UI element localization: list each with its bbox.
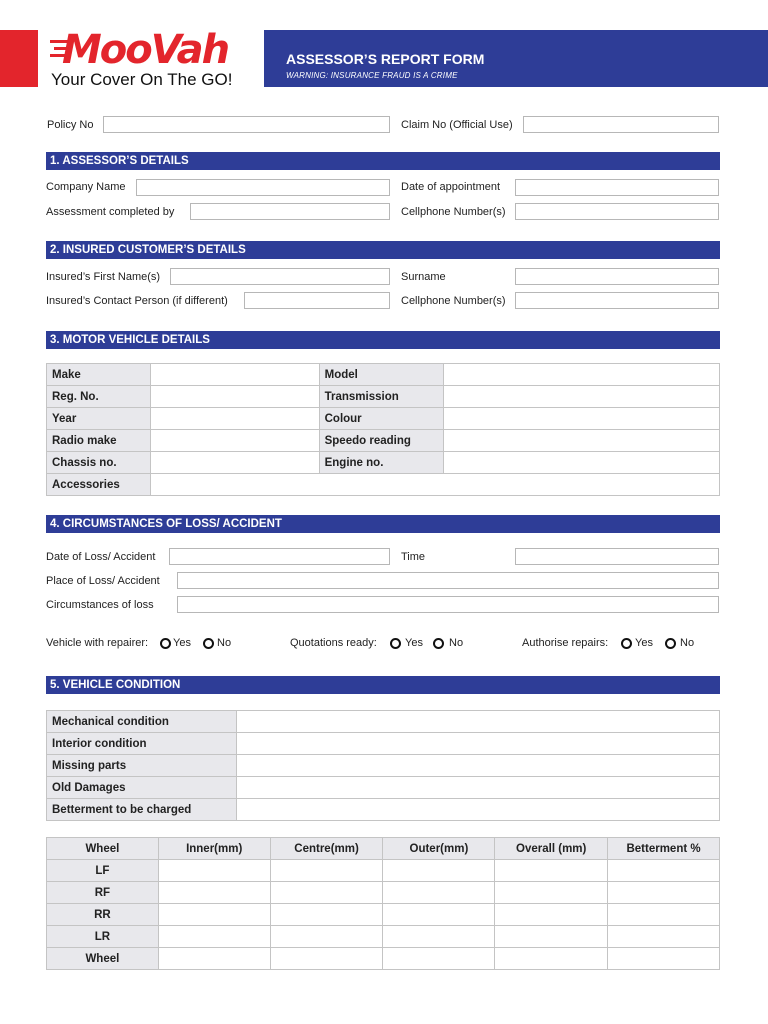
betterment-label: Betterment to be charged: [47, 799, 237, 821]
section-circumstances: 4. CIRCUMSTANCES OF LOSS/ ACCIDENT: [46, 515, 720, 533]
quotations-label: Quotations ready:: [290, 637, 377, 649]
date-loss-label: Date of Loss/ Accident: [46, 551, 156, 563]
missing-parts-label: Missing parts: [47, 755, 237, 777]
table-row: [47, 733, 720, 755]
reg-no-label: Reg. No.: [47, 386, 151, 408]
title-banner: [264, 30, 768, 87]
policy-no-label: Policy No: [47, 119, 94, 131]
authorise-label: Authorise repairs:: [522, 637, 609, 649]
section-vehicle-condition: 5. VEHICLE CONDITION: [46, 676, 720, 694]
contact-person-field[interactable]: [244, 292, 390, 309]
quotations-no-label: No: [449, 637, 464, 649]
wheel-label: RF: [47, 882, 159, 904]
policy-no-field[interactable]: [103, 116, 390, 133]
speedo-label: Speedo reading: [319, 430, 443, 452]
table-row: [47, 799, 720, 821]
place-loss-label: Place of Loss/ Accident: [46, 575, 160, 587]
table-row: [47, 386, 720, 408]
with-repairer-yes-radio[interactable]: [160, 638, 171, 649]
first-names-field[interactable]: [170, 268, 390, 285]
insured-cellphone-field[interactable]: [515, 292, 719, 309]
year-label: Year: [47, 408, 151, 430]
quotations-no-radio[interactable]: [433, 638, 444, 649]
table-row: [47, 430, 720, 452]
form-title: ASSESSOR’S REPORT FORM: [286, 51, 485, 67]
date-appointment-label: Date of appointment: [401, 181, 501, 193]
betterment-field[interactable]: [236, 799, 719, 821]
table-row: [47, 926, 720, 948]
with-repairer-yes-label: Yes: [173, 637, 191, 649]
make-field[interactable]: [150, 364, 319, 386]
wheel-table: [46, 837, 720, 970]
time-label: Time: [401, 551, 426, 563]
circumstances-label: Circumstances of loss: [46, 599, 154, 611]
interior-field[interactable]: [236, 733, 719, 755]
engine-label: Engine no.: [319, 452, 443, 474]
model-label: Model: [319, 364, 443, 386]
table-cell[interactable]: [270, 926, 383, 948]
accessories-label: Accessories: [47, 474, 151, 496]
moovah-logo: [50, 28, 265, 90]
table-cell[interactable]: [158, 860, 270, 882]
date-appointment-field[interactable]: [515, 179, 719, 196]
table-cell[interactable]: [270, 948, 383, 970]
transmission-field[interactable]: [443, 386, 719, 408]
wheel-label: Wheel: [47, 948, 159, 970]
col-header: Betterment %: [608, 838, 720, 860]
table-row: [47, 860, 720, 882]
table-cell[interactable]: [158, 882, 270, 904]
wheel-label: RR: [47, 904, 159, 926]
wheel-label: LF: [47, 860, 159, 882]
table-cell[interactable]: [608, 860, 720, 882]
with-repairer-label: Vehicle with repairer:: [46, 637, 149, 649]
table-row: [47, 364, 720, 386]
table-cell[interactable]: [158, 904, 270, 926]
company-name-field[interactable]: [136, 179, 390, 196]
fraud-warning: WARNING: INSURANCE FRAUD IS A CRIME: [286, 71, 458, 80]
authorise-yes-radio[interactable]: [621, 638, 632, 649]
claim-no-label: Claim No (Official Use): [401, 119, 513, 131]
table-cell[interactable]: [608, 904, 720, 926]
col-header: Outer(mm): [383, 838, 495, 860]
table-row: [47, 948, 720, 970]
table-cell[interactable]: [495, 926, 608, 948]
authorise-no-label: No: [680, 637, 695, 649]
table-cell[interactable]: [608, 882, 720, 904]
assessment-by-label: Assessment completed by: [46, 206, 175, 218]
quotations-yes-radio[interactable]: [390, 638, 401, 649]
vehicle-details-table: [46, 363, 720, 496]
table-cell[interactable]: [270, 882, 383, 904]
with-repairer-no-label: No: [217, 637, 232, 649]
mechanical-field[interactable]: [236, 711, 719, 733]
company-name-label: Company Name: [46, 181, 126, 193]
reg-no-field[interactable]: [150, 386, 319, 408]
table-cell[interactable]: [270, 860, 383, 882]
table-cell[interactable]: [158, 948, 270, 970]
table-cell[interactable]: [383, 904, 495, 926]
table-header-row: [47, 838, 720, 860]
col-header: Overall (mm): [495, 838, 608, 860]
colour-label: Colour: [319, 408, 443, 430]
table-row: [47, 711, 720, 733]
logo-wordmark: MooVah: [62, 27, 229, 73]
contact-person-label: Insured’s Contact Person (if different): [46, 295, 228, 307]
table-cell[interactable]: [608, 926, 720, 948]
table-cell[interactable]: [495, 904, 608, 926]
authorise-yes-label: Yes: [635, 637, 653, 649]
col-header: Centre(mm): [270, 838, 383, 860]
wheel-label: LR: [47, 926, 159, 948]
mechanical-label: Mechanical condition: [47, 711, 237, 733]
old-damages-field[interactable]: [236, 777, 719, 799]
circumstances-field[interactable]: [177, 596, 719, 613]
table-row: [47, 408, 720, 430]
claim-no-field[interactable]: [523, 116, 719, 133]
radio-make-label: Radio make: [47, 430, 151, 452]
table-cell[interactable]: [383, 926, 495, 948]
with-repairer-no-radio[interactable]: [203, 638, 214, 649]
surname-field[interactable]: [515, 268, 719, 285]
table-row: [47, 452, 720, 474]
model-field[interactable]: [443, 364, 719, 386]
col-header: Inner(mm): [158, 838, 270, 860]
make-label: Make: [47, 364, 151, 386]
table-cell[interactable]: [383, 948, 495, 970]
colour-field[interactable]: [443, 408, 719, 430]
time-field[interactable]: [515, 548, 719, 565]
table-cell[interactable]: [608, 948, 720, 970]
chassis-label: Chassis no.: [47, 452, 151, 474]
speedo-field[interactable]: [443, 430, 719, 452]
authorise-no-radio[interactable]: [665, 638, 676, 649]
section-assessor-details: 1. ASSESSOR’S DETAILS: [46, 152, 720, 170]
col-header: Wheel: [47, 838, 159, 860]
quotations-yes-label: Yes: [405, 637, 423, 649]
missing-parts-field[interactable]: [236, 755, 719, 777]
surname-label: Surname: [401, 271, 446, 283]
table-cell[interactable]: [495, 882, 608, 904]
table-cell[interactable]: [383, 860, 495, 882]
interior-label: Interior condition: [47, 733, 237, 755]
engine-field[interactable]: [443, 452, 719, 474]
table-cell[interactable]: [270, 904, 383, 926]
table-row: [47, 777, 720, 799]
assessor-cellphone-label: Cellphone Number(s): [401, 206, 506, 218]
old-damages-label: Old Damages: [47, 777, 237, 799]
logo-tagline: Your Cover On The GO!: [51, 70, 233, 89]
table-row: [47, 904, 720, 926]
assessor-cellphone-field[interactable]: [515, 203, 719, 220]
date-loss-field[interactable]: [169, 548, 390, 565]
section-vehicle-details: 3. MOTOR VEHICLE DETAILS: [46, 331, 720, 349]
condition-table: [46, 710, 720, 821]
table-cell[interactable]: [495, 948, 608, 970]
table-cell[interactable]: [158, 926, 270, 948]
table-row: [47, 755, 720, 777]
radio-make-field[interactable]: [150, 430, 319, 452]
year-field[interactable]: [150, 408, 319, 430]
first-names-label: Insured’s First Name(s): [46, 271, 161, 283]
table-row: [47, 474, 720, 496]
table-row: [47, 882, 720, 904]
chassis-field[interactable]: [150, 452, 319, 474]
transmission-label: Transmission: [319, 386, 443, 408]
accessories-field[interactable]: [150, 474, 719, 496]
section-insured-details: 2. INSURED CUSTOMER’S DETAILS: [46, 241, 720, 259]
place-loss-field[interactable]: [177, 572, 719, 589]
brand-red-tab: [0, 30, 38, 87]
table-cell[interactable]: [495, 860, 608, 882]
assessment-by-field[interactable]: [190, 203, 390, 220]
insured-cellphone-label: Cellphone Number(s): [401, 295, 506, 307]
table-cell[interactable]: [383, 882, 495, 904]
